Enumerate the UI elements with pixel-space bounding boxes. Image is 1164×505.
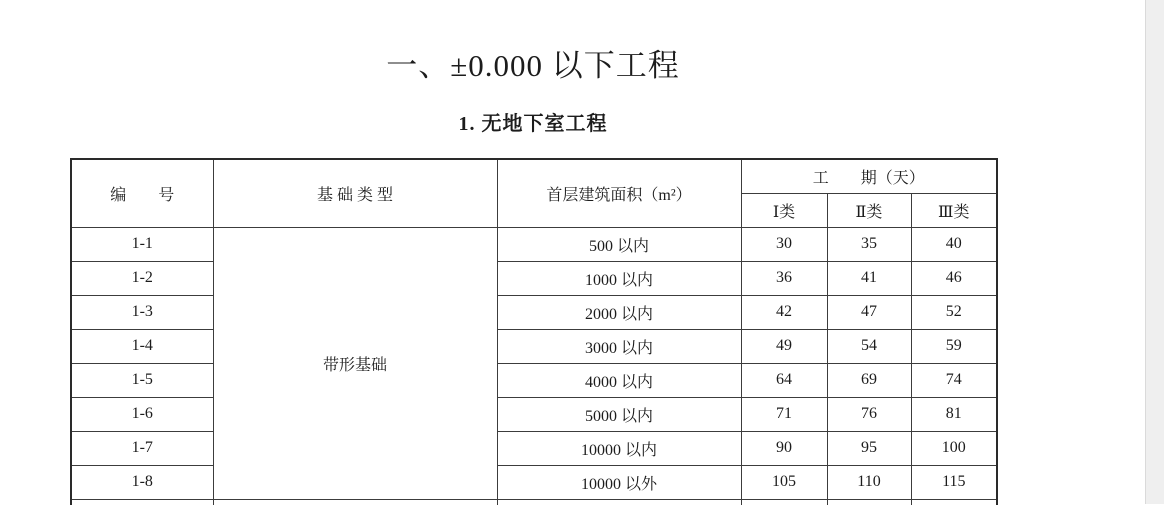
subsection-title: 1. 无地下室工程 — [458, 113, 608, 135]
header-class-3: Ⅲ类 — [911, 193, 997, 227]
class-2-cell: 69 — [827, 363, 911, 397]
table-row — [71, 295, 997, 329]
class-3-cell: 40 — [911, 227, 997, 261]
class-1-cell: 105 — [741, 465, 827, 499]
header-duration: 工 期（天） — [741, 159, 997, 193]
class-3-cell: 81 — [911, 397, 997, 431]
floor-area-cell: 500 以内 — [497, 227, 741, 261]
header-class-1: Ⅰ类 — [741, 193, 827, 227]
class-2-cell: 47 — [827, 295, 911, 329]
table-row — [71, 363, 997, 397]
table-row — [71, 431, 997, 465]
class-2-cell: 54 — [827, 329, 911, 363]
table-row — [71, 397, 997, 431]
table-row — [71, 465, 997, 499]
class-2-cell: 41 — [827, 261, 911, 295]
floor-area-cell: 2000 以内 — [497, 295, 741, 329]
row-number-cell: 1-2 — [71, 261, 213, 295]
header-floor-area: 首层建筑面积（m²） — [497, 159, 741, 227]
class-3-cell: 100 — [911, 431, 997, 465]
floor-area-cell: 10000 以内 — [497, 431, 741, 465]
duration-table — [70, 158, 998, 505]
header-number: 编 号 — [71, 159, 213, 227]
class-2-cell: 110 — [827, 465, 911, 499]
row-number-cell: 1-4 — [71, 329, 213, 363]
class-3-cell: 52 — [911, 295, 997, 329]
foundation-type-cell: 带形基础 — [213, 227, 497, 499]
row-number-cell: 1-1 — [71, 227, 213, 261]
class-1-cell: 30 — [741, 227, 827, 261]
table-header-row — [71, 159, 997, 193]
row-number-cell: 1-6 — [71, 397, 213, 431]
section-title: 一、±0.000 以下工程 — [386, 48, 680, 83]
class-3-cell: 59 — [911, 329, 997, 363]
row-number-cell: 1-5 — [71, 363, 213, 397]
class-1-cell: 36 — [741, 261, 827, 295]
class-2-cell: 95 — [827, 431, 911, 465]
header-foundation-type: 基 础 类 型 — [213, 159, 497, 227]
class-1-cell: 42 — [741, 295, 827, 329]
header-class-2: Ⅱ类 — [827, 193, 911, 227]
floor-area-cell: 3000 以内 — [497, 329, 741, 363]
class-3-cell: 74 — [911, 363, 997, 397]
row-number-cell: 1-8 — [71, 465, 213, 499]
class-1-cell: 64 — [741, 363, 827, 397]
row-number-cell: 1-3 — [71, 295, 213, 329]
class-3-cell: 46 — [911, 261, 997, 295]
row-number-cell: 1-7 — [71, 431, 213, 465]
floor-area-cell: 10000 以外 — [497, 465, 741, 499]
floor-area-cell: 1000 以内 — [497, 261, 741, 295]
table-row — [71, 261, 997, 295]
class-3-cell: 115 — [911, 465, 997, 499]
table-row — [71, 227, 997, 261]
viewer-scrollbar[interactable] — [1145, 0, 1164, 504]
class-1-cell: 49 — [741, 329, 827, 363]
class-2-cell: 35 — [827, 227, 911, 261]
table-row — [71, 329, 997, 363]
class-1-cell: 71 — [741, 397, 827, 431]
floor-area-cell: 5000 以内 — [497, 397, 741, 431]
class-1-cell: 90 — [741, 431, 827, 465]
class-2-cell: 76 — [827, 397, 911, 431]
floor-area-cell: 4000 以内 — [497, 363, 741, 397]
